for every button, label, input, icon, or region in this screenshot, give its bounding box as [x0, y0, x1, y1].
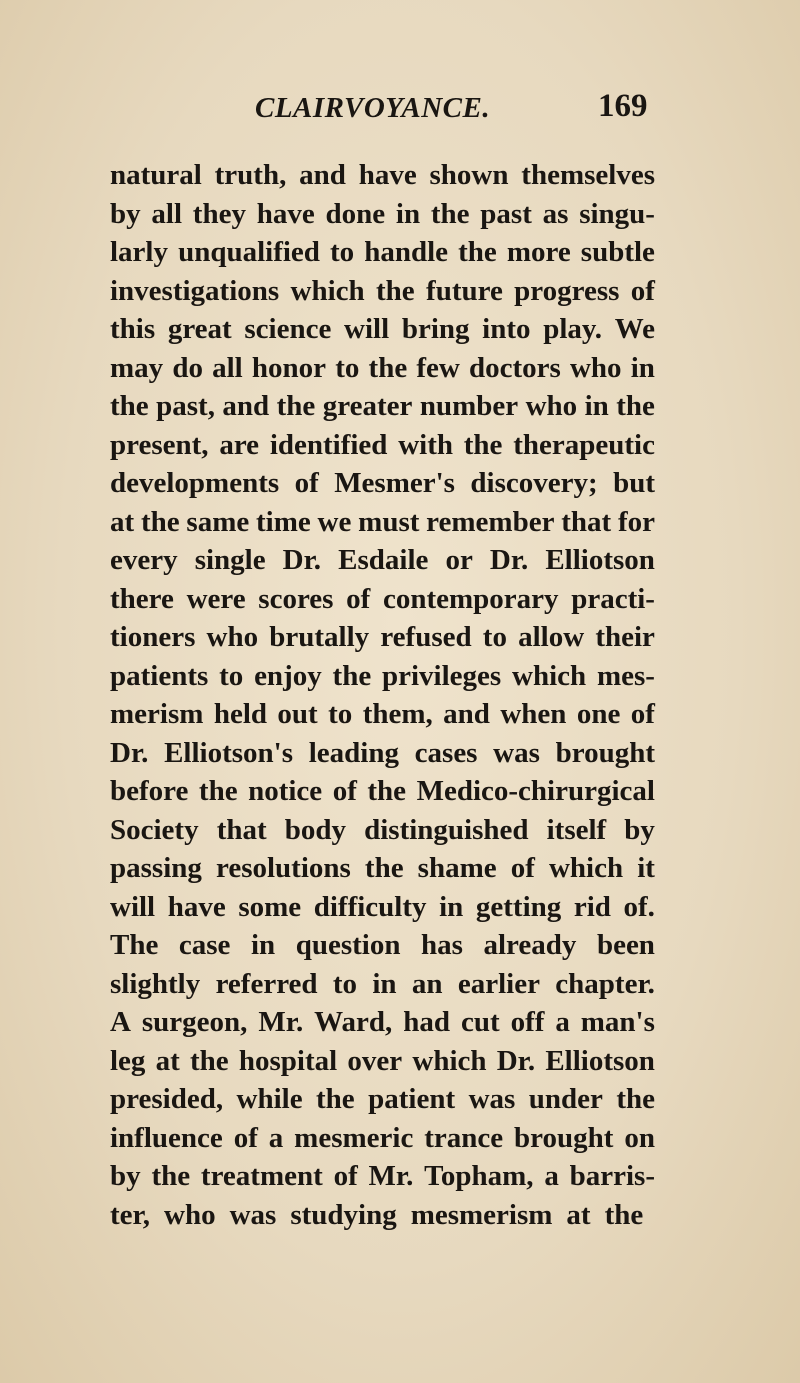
text-line: by the treatment of Mr. Topham, a barris-	[110, 1160, 655, 1192]
text-line: there were scores of contemporary practi-	[110, 582, 655, 615]
text-line: Society that body distinguished itself by	[110, 813, 655, 846]
running-head-title: CLAIRVOYANCE.	[255, 92, 491, 124]
text-line: presided, while the patient was under the	[110, 1083, 655, 1115]
text-line: investigations which the future progress of	[110, 274, 655, 307]
text-line: merism held out to them, and when one of	[110, 698, 655, 730]
text-line: developments of Mesmer's discovery; but	[110, 467, 655, 499]
text-line: before the notice of the Medico-chirurgical	[110, 775, 655, 807]
text-line: passing resolutions the shame of which it	[110, 852, 655, 884]
text-line: Dr. Elliotson's leading cases was brought	[110, 736, 655, 769]
text-line: influence of a mesmeric trance brought on	[110, 1121, 655, 1154]
text-line: by all they have done in the past as singu-	[110, 197, 655, 230]
running-head	[0, 88, 800, 132]
text-line: this great science will bring into play. We	[110, 313, 655, 345]
text-line: natural truth, and have shown themselves	[110, 159, 655, 191]
text-line: The case in question has already been	[110, 929, 655, 961]
text-line: slightly referred to in an earlier chapter.	[110, 967, 655, 1000]
text-line: at the same time we must remember that for	[110, 505, 655, 538]
text-line: leg at the hospital over which Dr. Elliotson	[110, 1044, 655, 1077]
text-line: will have some difficulty in getting rid of.	[110, 890, 655, 923]
text-line: every single Dr. Esdaile or Dr. Elliotson	[110, 544, 655, 576]
page-number: 169	[598, 88, 648, 124]
text-line: the past, and the greater number who in the	[110, 390, 655, 422]
body-text	[110, 156, 655, 1234]
text-line: tioners who brutally refused to allow their	[110, 621, 655, 653]
text-line: larly unqualified to handle the more subtle	[110, 236, 655, 268]
text-line: patients to enjoy the privileges which mes-	[110, 659, 655, 692]
text-line: may do all honor to the few doctors who in	[110, 351, 655, 384]
text-line: present, are identified with the therapeutic	[110, 428, 655, 461]
text-line: ter, who was studying mesmerism at the	[110, 1198, 644, 1231]
text-line: A surgeon, Mr. Ward, had cut off a man's	[110, 1006, 655, 1038]
